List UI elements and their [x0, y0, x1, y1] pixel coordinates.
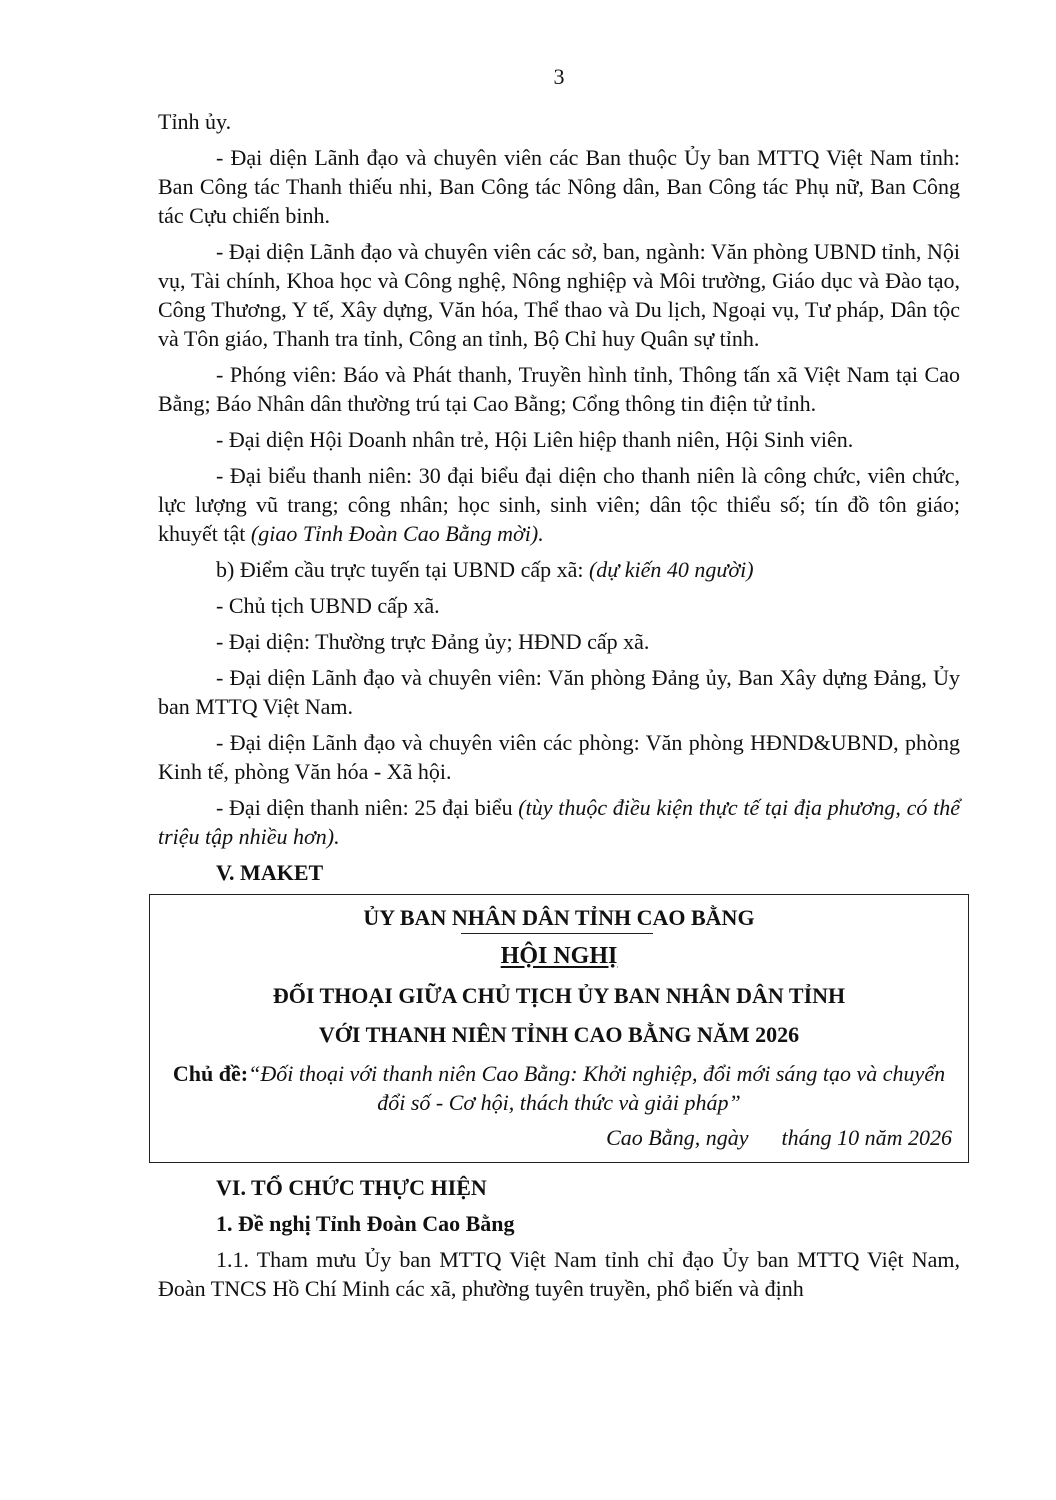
- paragraph-note: (giao Tỉnh Đoàn Cao Bằng mời).: [250, 521, 544, 546]
- maket-org-text: ỦY BAN NHÂN DÂN TỈNH CAO BẰNG: [363, 905, 755, 930]
- paragraph: - Đại diện Lãnh đạo và chuyên viên các Ban thuộc Ủy ban MTTQ Việt Nam tỉnh: Ban Công tác Thanh thiếu nhi, Ban Công tác Nông dân, Ban Công tác Phụ nữ, Ban Công tác Cựu chiến binh.: [158, 145, 960, 228]
- maket-org-line: [164, 903, 954, 932]
- paragraph-note: (dự kiến 40 người): [588, 557, 754, 582]
- paragraph: - Chủ tịch UBND cấp xã.: [216, 593, 440, 618]
- paragraph: - Đại diện Hội Doanh nhân trẻ, Hội Liên hiệp thanh niên, Hội Sinh viên.: [216, 427, 854, 452]
- section-heading-v: V. MAKET: [216, 860, 324, 885]
- paragraph: - Đại diện Lãnh đạo và chuyên viên: Văn phòng Đảng ủy, Ban Xây dựng Đảng, Ủy ban MTTQ Việt Nam.: [158, 665, 960, 719]
- maket-title-line-2: VỚI THANH NIÊN TỈNH CAO BẰNG NĂM 2026: [318, 1022, 800, 1047]
- maket-title-line-1: ĐỐI THOẠI GIỮA CHỦ TỊCH ỦY BAN NHÂN DÂN TỈNH: [272, 983, 846, 1008]
- paragraph-text: - Đại biểu thanh niên: 30 đại biểu đại diện cho thanh niên là công chức, viên chức, lực lượng vũ trang; công nhân; học sinh, sinh viên; dân tộc thiểu số; tín đồ tôn giáo; khuyết tật: [158, 463, 960, 546]
- maket-date: Cao Bằng, ngày tháng 10 năm 2026: [606, 1125, 952, 1150]
- document-body: [158, 107, 960, 1310]
- paragraph-text: b) Điểm cầu trực tuyến tại UBND cấp xã:: [216, 557, 589, 582]
- maket-box: [149, 894, 969, 1163]
- page-number: 3: [553, 64, 565, 89]
- paragraph: 1.1. Tham mưu Ủy ban MTTQ Việt Nam tỉnh chỉ đạo Ủy ban MTTQ Việt Nam, Đoàn TNCS Hồ Chí Minh các xã, phường tuyên truyền, phổ biến và định: [158, 1247, 960, 1301]
- paragraph: - Phóng viên: Báo và Phát thanh, Truyền hình tỉnh, Thông tấn xã Việt Nam tại Cao Bằng; Báo Nhân dân thường trú tại Cao Bằng; Cổng thông tin điện tử tỉnh.: [158, 362, 960, 416]
- paragraph-text: - Đại diện thanh niên: 25 đại biểu: [216, 795, 519, 820]
- commune-point-paragraph: [158, 555, 960, 584]
- maket-org: [363, 903, 754, 932]
- paragraph: - Đại diện Lãnh đạo và chuyên viên các phòng: Văn phòng HĐND&UBND, phòng Kinh tế, phòng Văn hóa - Xã hội.: [158, 730, 960, 784]
- delegates-paragraph: [158, 461, 960, 548]
- maket-theme-label: Chủ đề:: [172, 1061, 249, 1086]
- youth-paragraph: [158, 793, 960, 851]
- subsection-heading-1: 1. Đề nghị Tỉnh Đoàn Cao Bằng: [216, 1211, 515, 1236]
- paragraph: Tỉnh ủy.: [158, 109, 232, 134]
- maket-event: HỘI NGHỊ: [500, 943, 618, 969]
- paragraph-note: (tùy thuộc điều kiện thực tế tại địa phương, có thể triệu tập nhiều hơn).: [158, 795, 960, 849]
- section-heading-vi: VI. TỔ CHỨC THỰC HIỆN: [216, 1175, 487, 1200]
- maket-theme-text: “Đối thoại với thanh niên Cao Bằng: Khởi nghiệp, đổi mới sáng tạo và chuyển đổi số - Cơ hội, thách thức và giải pháp”: [248, 1061, 946, 1115]
- org-underline: [461, 933, 652, 935]
- paragraph: - Đại diện: Thường trực Đảng ủy; HĐND cấp xã.: [216, 629, 650, 654]
- paragraph: - Đại diện Lãnh đạo và chuyên viên các sở, ban, ngành: Văn phòng UBND tỉnh, Nội vụ, Tài chính, Khoa học và Công nghệ, Nông nghiệp và Môi trường, Giáo dục và Đào tạo, Công Thương, Y tế, Xây dựng, Văn hóa, Thể thao và Du lịch, Ngoại vụ, Tư pháp, Dân tộc và Tôn giáo, Thanh tra tỉnh, Công an tỉnh, Bộ Chỉ huy Quân sự tỉnh.: [158, 239, 960, 351]
- maket-theme: [164, 1059, 954, 1117]
